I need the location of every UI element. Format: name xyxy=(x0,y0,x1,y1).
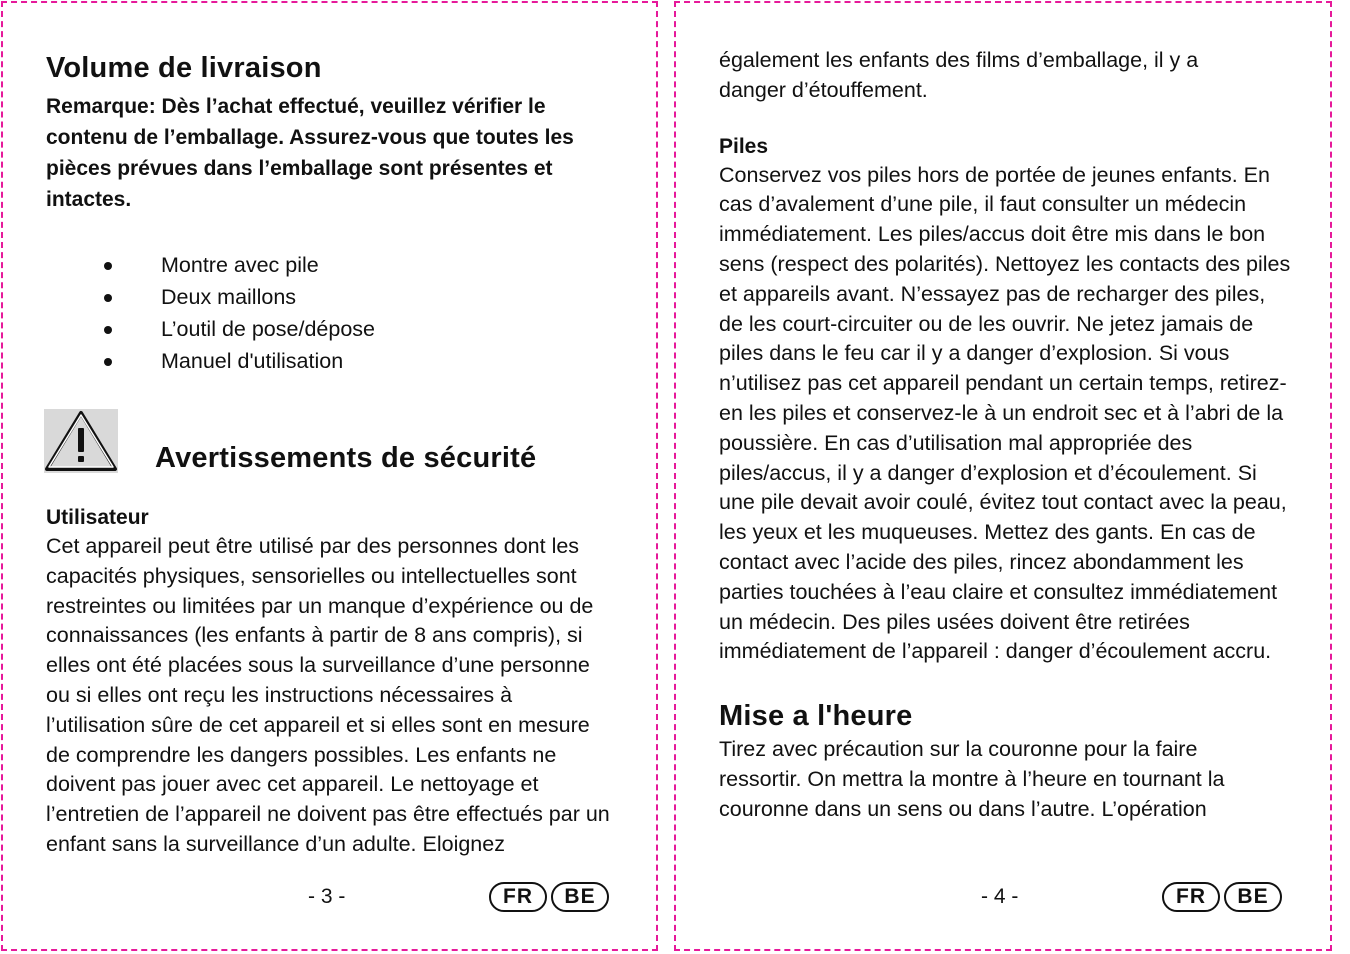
list-item: L’outil de pose/dépose xyxy=(46,313,614,345)
country-badge-be: BE xyxy=(1224,882,1282,912)
country-badge-fr: FR xyxy=(1162,882,1220,912)
time-text: Tirez avec précaution sur la couronne pour la faire ressortir. On mettra la montre à l’heure en tournant la couronne dans un sens ou dans l’autre. L’opération xyxy=(719,737,1225,821)
safety-heading-row xyxy=(46,409,614,489)
left-page-content xyxy=(46,49,614,860)
continued-text: également les enfants des films d’emballage, il y a danger d’étouffement. xyxy=(719,48,1199,102)
time-title: Mise a l'heure xyxy=(719,700,913,733)
country-badge-be: BE xyxy=(551,882,609,912)
right-page-footer xyxy=(676,879,1330,919)
left-page xyxy=(1,1,658,951)
page-number: - 3 - xyxy=(308,885,346,908)
warning-triangle-icon xyxy=(44,409,118,473)
country-badges xyxy=(489,882,609,912)
list-item: Deux maillons xyxy=(46,281,614,313)
user-text: Cet appareil peut être utilisé par des personnes dont les capacités physiques, sensorielles ou intellectuelles sont restreintes ou limitées par un manque d’expérience ou de connaissances (les enfants à partir de 8 ans compris), si elles ont été placées sous la surveillance d’une personne ou si elles ont reçu les instructions nécessaires à l’utilisation sûre de cet appareil et si elles sont en mesure de comprendre les dangers possibles. Les enfants ne doivent pas jouer avec cet appareil. Le nettoyage et l’entretien de l’appareil ne doivent pas être effectués par un enfant sans la surveillance d’un adulte. Eloignez xyxy=(46,534,610,856)
delivery-title: Volume de livraison xyxy=(46,52,322,84)
batteries-heading: Piles xyxy=(719,134,769,158)
left-page-footer xyxy=(3,879,656,919)
list-item: Manuel d'utilisation xyxy=(46,345,614,377)
list-item: Montre avec pile xyxy=(46,249,614,281)
delivery-remark: Remarque: Dès l’achat effectué, veuillez vérifier le contenu de l’emballage. Assurez-vous que toutes les pièces prévues dans l’emballage sont présentes et intactes. xyxy=(46,95,574,211)
safety-title: Avertissements de sécurité xyxy=(155,442,537,474)
right-page-content xyxy=(719,46,1291,825)
page-number: - 4 - xyxy=(981,885,1019,908)
country-badge-fr: FR xyxy=(489,882,547,912)
right-page xyxy=(674,1,1332,951)
user-heading: Utilisateur xyxy=(46,506,149,529)
delivery-items-list xyxy=(46,249,614,377)
batteries-text: Conservez vos piles hors de portée de jeunes enfants. En cas d’avalement d’une pile, il faut consulter un médecin immédiatement. Les piles/accus doit être mis dans le bon sens (respect des polarités). Nettoyez les contacts des piles et appareils avant. N’essayez pas de recharger des piles, de les court-circuiter ou de les ouvrir. Ne jetez jamais de piles dans le feu car il y a danger d’explosion. Si vous n’utilisez pas cet appareil pendant un certain temps, retirez-en les piles et conservez-le à un endroit sec et à l’abri de la poussière. En cas d’utilisation mal appropriée des piles/accus, il y a danger d’explosion et d’écoulement. Si une pile devait avoir coulé, évitez tout contact avec la peau, les yeux et les muqueuses. Mettez des gants. En cas de contact avec l’acide des piles, rincez abondamment les parties touchées à l’eau claire et consultez immédiatement un médecin. Des piles usées doivent être retirées immédiatement de l’appareil : danger d’écoulement accru. xyxy=(719,162,1291,664)
country-badges xyxy=(1162,882,1282,912)
